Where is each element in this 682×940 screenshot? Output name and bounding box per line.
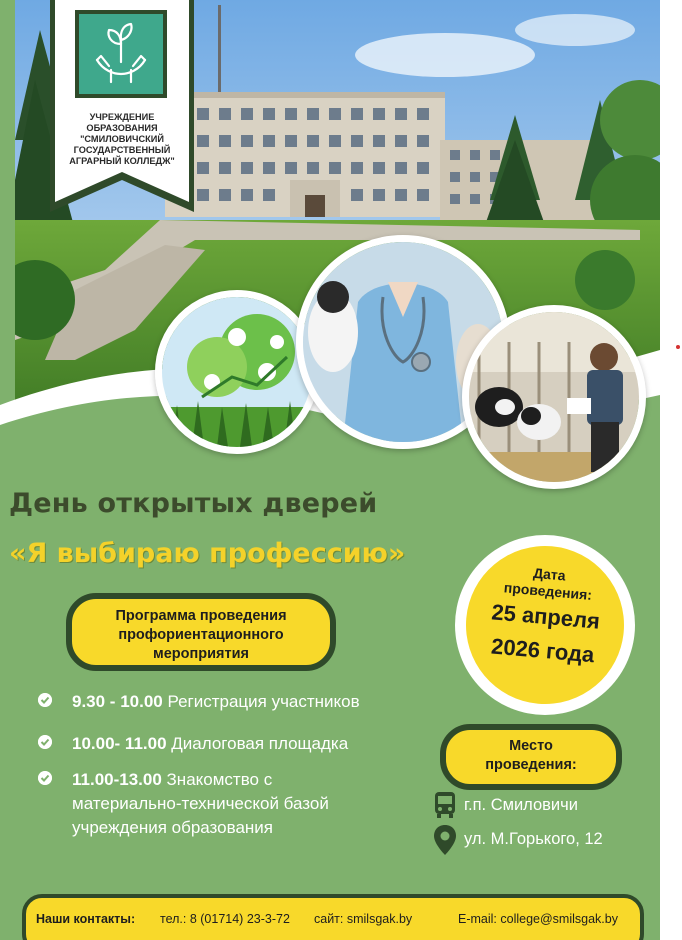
college-name xyxy=(55,112,189,167)
bus-icon xyxy=(432,790,458,820)
contacts-label: Наши контакты: xyxy=(36,912,136,926)
schedule-text xyxy=(72,732,412,756)
place-label-line: Место xyxy=(509,738,553,754)
livestock-farm-image xyxy=(462,305,646,489)
eco-agriculture-image xyxy=(155,290,319,454)
map-pin-icon xyxy=(432,824,458,856)
check-circle-icon xyxy=(38,771,52,785)
street-text: ул. М.Горького, 12 xyxy=(464,830,603,848)
event-slogan: «Я выбираю профессию» xyxy=(9,538,406,569)
college-name-line: УЧРЕЖДЕНИЕ xyxy=(89,112,155,122)
check-circle-icon xyxy=(38,693,52,707)
red-dot-mark xyxy=(676,345,680,349)
program-label-line: Программа проведения xyxy=(115,608,287,624)
check-circle-icon xyxy=(38,735,52,749)
college-name-line: АГРАРНЫЙ КОЛЛЕДЖ" xyxy=(69,156,175,166)
place-label xyxy=(440,724,622,790)
schedule-time: 9.30 - 10.00 xyxy=(72,692,163,711)
contact-website[interactable]: сайт: smilsgak.by xyxy=(314,912,413,926)
schedule-activity: Диалоговая площадка xyxy=(166,734,349,753)
program-label-line: мероприятия xyxy=(153,646,249,662)
contacts-bar xyxy=(22,894,644,940)
college-name-line: "СМИЛОВИЧСКИЙ xyxy=(80,134,164,144)
schedule-text xyxy=(72,690,412,714)
place-label-line: проведения: xyxy=(485,757,577,773)
college-logo xyxy=(75,10,167,98)
contact-email[interactable]: E-mail: college@smilsgak.by xyxy=(458,912,618,926)
program-label-line: профориентационного xyxy=(118,627,284,643)
schedule-activity: Знакомство с материально-технической базой учреждения образования xyxy=(72,770,329,837)
date-day: 25 апреля xyxy=(490,599,601,634)
college-name-line: ГОСУДАРСТВЕННЫЙ xyxy=(73,145,171,155)
schedule-activity: Регистрация участников xyxy=(162,692,360,711)
schedule-time: 10.00- 11.00 xyxy=(72,734,167,753)
schedule-text xyxy=(72,768,372,840)
contact-phone[interactable]: тел.: 8 (01714) 23-3-72 xyxy=(160,912,290,926)
town-text: г.п. Смиловичи xyxy=(464,796,578,814)
schedule-time: 11.00-13.00 xyxy=(72,770,162,789)
date-year: 2026 года xyxy=(490,633,596,668)
program-label xyxy=(66,593,336,671)
date-label-line: проведения: xyxy=(503,579,593,603)
event-title: День открытых дверей xyxy=(9,488,378,519)
college-name-line: ОБРАЗОВАНИЯ xyxy=(86,123,158,133)
date-label-line: Дата xyxy=(532,564,567,584)
